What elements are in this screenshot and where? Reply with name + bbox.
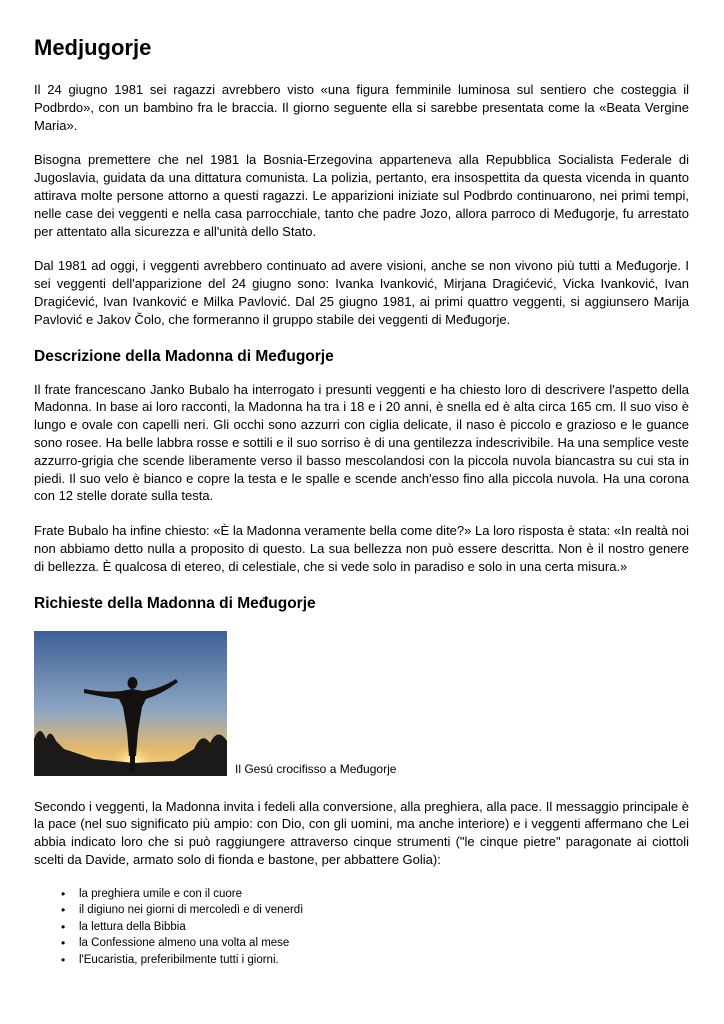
intro-paragraph-2: Bisogna premettere che nel 1981 la Bosnia-Erzegovina apparteneva alla Repubblica Socialista Federale di Jugoslavia, guidata da una dittatura comunista. La polizia, pertanto, era insospettita da questa vicenda in quanto attirava molte persone attorno a questi ragazzi. Le apparizioni iniziate sul Podbrdo continuarono, nei primi tempi, nelle case dei veggenti e nella casa parrocchiale, tanto che padre Jozo, allora parroco di Međugorje, fu arrestato per attentato alla sicurezza e all'unità dello Stato. [34,152,689,239]
list-item: • l'Eucaristia, preferibilmente tutti i giorni. [79,952,689,969]
requests-paragraph: Secondo i veggenti, la Madonna invita i fedeli alla conversione, alla preghiera, alla pace. Il messaggio principale è la pace (nel suo significato più ampio: con Dio, con gli uomini, ma anche interiore) e i veggenti affermano che Lei abbia indicato loro che si può raggiungere attraverso cinque strumenti ("le cinque pietre" paragonate ai ciottoli scelti da Davide, armato solo di fionda e bastone, per abbattere Golia): [34,798,689,867]
page-title: Medjugorje [34,35,152,60]
list-item: • la lettura della Bibbia [79,919,689,936]
photo-caption: Il Gesú crocifisso a Međugorje [235,761,397,776]
document-page [34,30,689,968]
five-stones-list [34,886,689,969]
section-heading-description: Descrizione della Madonna di Međugorje [34,347,334,365]
list-item: • la preghiera umile e con il cuore [79,886,689,903]
list-item: • la Confessione almeno una volta al mese [79,935,689,952]
figure [34,631,689,776]
section-heading-requests: Richieste della Madonna di Međugorje [34,594,316,612]
description-paragraph-2: Frate Bubalo ha infine chiesto: «È la Madonna veramente bella come dite?» La loro risposta è stata: «In realtà noi non abbiamo detto nulla a proposito di questo. La sua bellezza non può essere descritta. Non è il nostro genere di bellezza. È qualcosa di etereo, di celestiale, che si vede solo in paradiso e solo in una certa misura.» [34,523,689,574]
description-paragraph-1: Il frate francescano Janko Bubalo ha interrogato i presunti veggenti e ha chiesto loro di descrivere l'aspetto della Madonna. In base ai loro racconti, la Madonna ha tra i 18 e i 20 anni, è snella ed è alta circa 165 cm. Il suo viso è lungo e ovale con capelli neri. Gli occhi sono azzurri con ciglia delicate, il naso è piccolo e grazioso e le guance sono rosee. Ha belle labbra rosse e sottili e il suo sorriso è di una gentilezza indescrivibile. Ha una semplice veste azzurro-grigia che scende liberamente verso il basso mescolandosi con la piccola nuvola biancastra su cui sta in piedi. Il suo velo è bianco e copre la testa e le spalle e scende anch'esso fino alla piccola nuvola. Ha una corona con 12 stelle dorate sulla testa. [34,381,689,504]
intro-paragraph-3: Dal 1981 ad oggi, i veggenti avrebbero continuato ad avere visioni, anche se non vivono più tutti a Međugorje. I sei veggenti dell'apparizione del 24 giugno sono: Ivanka Ivanković, Mirjana Dragićević, Vicka Ivanković, Ivan Dragićević, Ivan Ivanković e Milka Pavlović. Dal 25 giugno 1981, ai primi quattro veggenti, si aggiunsero Marija Pavlović e Jakov Čolo, che formeranno il gruppo stabile dei veggenti di Međugorje. [34,258,689,327]
intro-paragraph-1: Il 24 giugno 1981 sei ragazzi avrebbero visto «una figura femminile luminosa sul sentiero che costeggia il Podbrdo», con un bambino fra le braccia. Il giorno seguente ella si sarebbe presentata come la «Beata Vergine Maria». [34,82,689,133]
list-item: • il digiuno nei giorni di mercoledì e di venerdì [79,902,689,919]
crucifix-sunset-photo [34,631,227,776]
